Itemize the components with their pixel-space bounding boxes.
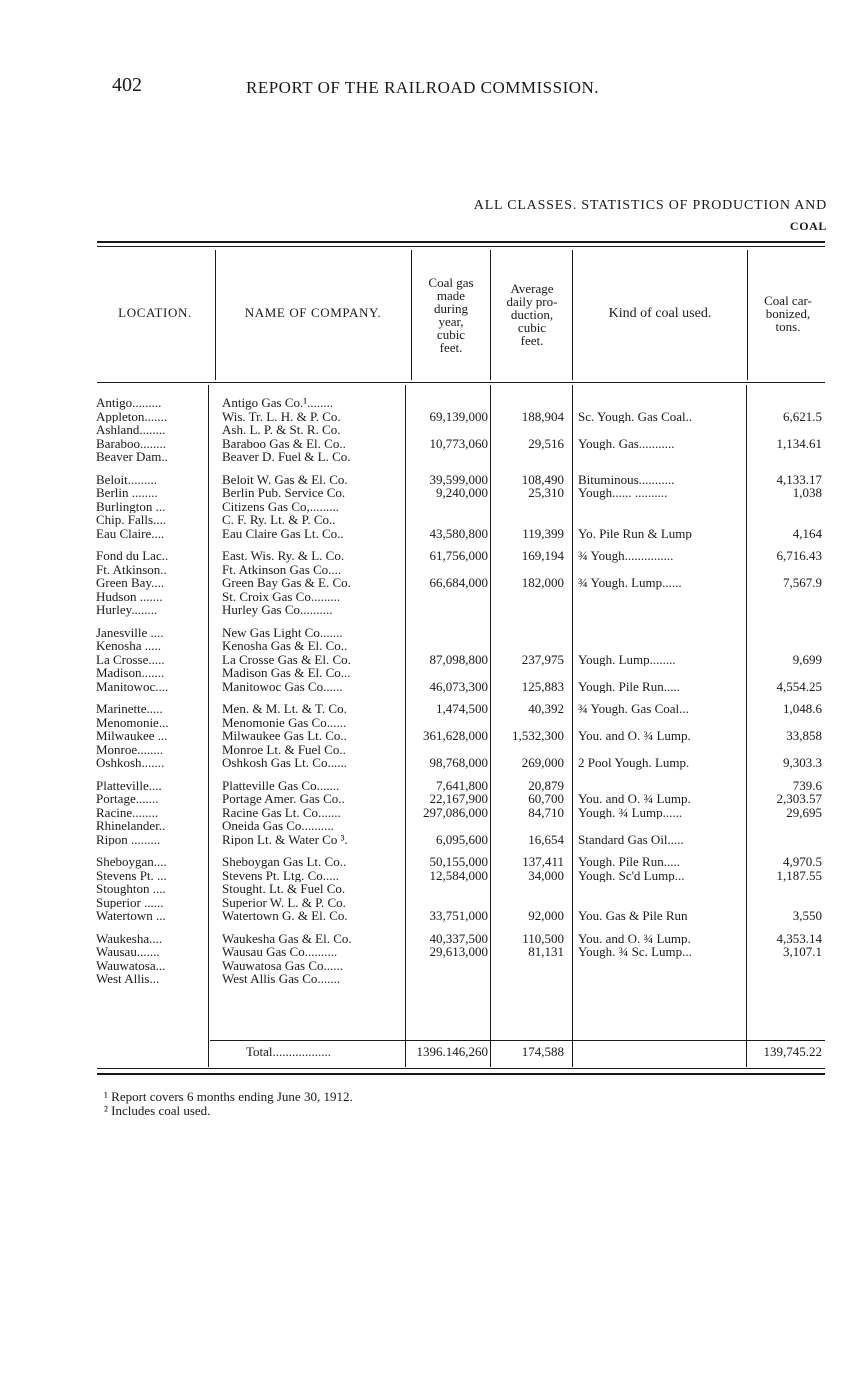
location-cell: Marinette.....: [96, 702, 163, 716]
tons-cell: 1,038: [792, 486, 822, 500]
table-row: [0, 896, 867, 910]
header-avg-daily: Average daily pro- duction, cubic feet.: [506, 281, 558, 348]
header-gas-made: Coal gas made during year, cubic feet.: [428, 275, 474, 355]
header-location: LOCATION.: [118, 305, 192, 320]
table-row: [0, 590, 867, 604]
table-row: [0, 680, 867, 694]
gas-made-cell: 69,139,000: [429, 409, 488, 423]
avg-daily-cell: 125,883: [521, 679, 564, 693]
table-row: [0, 833, 867, 847]
table-row: [0, 486, 867, 500]
gas-made-cell: 98,768,000: [429, 756, 488, 770]
column-divider: [747, 250, 748, 380]
coal-kind-cell: Yough. Gas...........: [578, 436, 675, 450]
avg-daily-cell: 110,500: [522, 931, 564, 945]
avg-daily-cell: 108,490: [521, 472, 564, 486]
avg-daily-cell: 34,000: [528, 868, 564, 882]
top-double-rule-1: [97, 241, 825, 243]
page-number: 402: [112, 74, 142, 96]
table-row: [0, 792, 867, 806]
tons-cell: 7,567.9: [783, 576, 822, 590]
location-cell: Racine........: [96, 805, 159, 819]
tons-cell: 4,970.5: [783, 855, 822, 869]
location-cell: Rhinelander..: [96, 819, 166, 833]
total-avg-daily: 174,588: [521, 1044, 564, 1059]
location-cell: Oshkosh.......: [96, 756, 165, 770]
total-top-rule: [210, 1040, 825, 1041]
tons-cell: 1,134.61: [776, 436, 822, 450]
location-cell: Manitowoc....: [96, 679, 169, 693]
table-row: [0, 666, 867, 680]
company-cell: Ft. Atkinson Gas Co....: [222, 562, 342, 576]
column-divider: [572, 250, 573, 380]
table-row: [0, 626, 867, 640]
location-cell: Watertown ...: [96, 909, 166, 923]
location-cell: Antigo.........: [96, 396, 162, 410]
location-cell: Baraboo........: [96, 436, 167, 450]
coal-kind-cell: Sc. Yough. Gas Coal..: [578, 409, 693, 423]
location-cell: Wausau.......: [96, 945, 160, 959]
location-cell: Burlington ...: [96, 499, 166, 513]
table-row: [0, 909, 867, 923]
header-kind: Kind of coal used.: [608, 306, 712, 321]
table-row: [0, 549, 867, 563]
company-cell: Stought. Lt. & Fuel Co.: [222, 882, 346, 896]
company-cell: C. F. Ry. Lt. & P. Co..: [222, 513, 336, 527]
location-cell: Menomonie...: [96, 715, 169, 729]
location-cell: Janesville ....: [96, 625, 164, 639]
tons-cell: 2,303.57: [776, 792, 822, 806]
location-cell: Stoughton ....: [96, 882, 166, 896]
company-cell: Berlin Pub. Service Co.: [222, 486, 346, 500]
table-row: [0, 756, 867, 770]
avg-daily-cell: 237,975: [521, 652, 564, 666]
table-group: [0, 473, 867, 541]
tons-cell: 3,107.1: [783, 945, 822, 959]
company-cell: Oshkosh Gas Lt. Co......: [222, 756, 347, 770]
company-cell: Antigo Gas Co.¹........: [222, 396, 334, 410]
table-row: [0, 513, 867, 527]
coal-kind-cell: You. and O. ¾ Lump.: [578, 729, 691, 743]
header-tons: Coal car- bonized, tons.: [764, 293, 812, 334]
gas-made-cell: 1,474,500: [436, 702, 488, 716]
company-cell: Men. & M. Lt. & T. Co.: [222, 702, 347, 716]
header-bottom-rule: [97, 382, 825, 383]
company-cell: Superior W. L. & P. Co.: [222, 895, 346, 909]
gas-made-cell: 46,073,300: [429, 679, 488, 693]
location-cell: Green Bay....: [96, 576, 165, 590]
table-row: [0, 972, 867, 986]
coal-kind-cell: You. and O. ¾ Lump.: [578, 931, 691, 945]
gas-made-cell: 9,240,000: [436, 486, 488, 500]
footnote: ² Includes coal used.: [104, 1103, 211, 1118]
location-cell: Platteville....: [96, 778, 162, 792]
company-cell: Watertown G. & El. Co.: [222, 909, 348, 923]
coal-kind-cell: Standard Gas Oil.....: [578, 832, 684, 846]
company-cell: Menomonie Gas Co......: [222, 715, 347, 729]
company-cell: Wis. Tr. L. H. & P. Co.: [222, 409, 341, 423]
location-cell: Madison.......: [96, 666, 165, 680]
table-row: [0, 869, 867, 883]
table-row: [0, 603, 867, 617]
company-cell: Platteville Gas Co.......: [222, 778, 340, 792]
gas-made-cell: 12,584,000: [429, 868, 488, 882]
coal-kind-cell: Yough. ¾ Lump......: [578, 805, 683, 819]
total-row: [0, 1044, 867, 1060]
gas-made-cell: 29,613,000: [429, 945, 488, 959]
company-cell: Madison Gas & El. Co...: [222, 666, 351, 680]
table-row: [0, 882, 867, 896]
company-cell: Racine Gas Lt. Co.......: [222, 805, 341, 819]
company-cell: Portage Amer. Gas Co..: [222, 792, 345, 806]
location-cell: Hurley........: [96, 603, 158, 617]
tons-cell: 4,164: [792, 526, 822, 540]
location-cell: West Allis...: [96, 972, 160, 986]
gas-made-cell: 39,599,000: [429, 472, 488, 486]
table-group: [0, 855, 867, 923]
avg-daily-cell: 20,879: [528, 778, 564, 792]
location-cell: Hudson .......: [96, 589, 163, 603]
tons-cell: 9,699: [792, 652, 822, 666]
table-group: [0, 779, 867, 847]
coal-kind-cell: 2 Pool Yough. Lump.: [578, 756, 690, 770]
table-row: [0, 716, 867, 730]
table-row: [0, 576, 867, 590]
company-cell: Eau Claire Gas Lt. Co..: [222, 526, 344, 540]
coal-kind-cell: You. and O. ¾ Lump.: [578, 792, 691, 806]
table-row: [0, 729, 867, 743]
company-cell: Oneida Gas Co..........: [222, 819, 334, 833]
gas-made-cell: 66,684,000: [429, 576, 488, 590]
company-cell: Ash. L. P. & St. R. Co.: [222, 423, 341, 437]
footnote: ¹ Report covers 6 months ending June 30, 1912.: [104, 1089, 353, 1104]
table-group: [0, 549, 867, 617]
avg-daily-cell: 137,411: [522, 855, 564, 869]
table-row: [0, 500, 867, 514]
company-cell: Wauwatosa Gas Co......: [222, 958, 343, 972]
location-cell: Eau Claire....: [96, 526, 165, 540]
avg-daily-cell: 84,710: [528, 805, 564, 819]
tons-cell: 4,133.17: [776, 472, 822, 486]
location-cell: Monroe........: [96, 742, 164, 756]
location-cell: Fond du Lac..: [96, 549, 169, 563]
gas-made-cell: 87,098,800: [429, 652, 488, 666]
tons-cell: 29,695: [786, 805, 822, 819]
location-cell: Appleton.......: [96, 409, 168, 423]
gas-made-cell: 22,167,900: [429, 792, 488, 806]
coal-kind-cell: Yo. Pile Run & Lump: [578, 526, 692, 540]
table-body: [0, 396, 867, 995]
running-head: REPORT OF THE RAILROAD COMMISSION.: [246, 78, 600, 97]
tons-cell: 33,858: [786, 729, 822, 743]
location-cell: Portage.......: [96, 792, 159, 806]
coal-kind-cell: Yough. ¾ Sc. Lump...: [578, 945, 692, 959]
table-row: [0, 396, 867, 410]
tons-cell: 6,621.5: [783, 409, 822, 423]
table-subtitle: COAL: [789, 219, 827, 233]
company-cell: Ripon Lt. & Water Co ³.: [222, 832, 348, 846]
coal-kind-cell: Yough. Pile Run.....: [578, 679, 680, 693]
table-row: [0, 563, 867, 577]
footnotes: [104, 1090, 353, 1118]
location-cell: Berlin ........: [96, 486, 158, 500]
table-row: [0, 779, 867, 793]
location-cell: Milwaukee ...: [96, 729, 168, 743]
gas-made-cell: 43,580,800: [429, 526, 488, 540]
location-cell: La Crosse.....: [96, 652, 165, 666]
company-cell: Kenosha Gas & El. Co..: [222, 639, 348, 653]
table-row: [0, 473, 867, 487]
avg-daily-cell: 269,000: [521, 756, 564, 770]
location-cell: Ripon .........: [96, 832, 161, 846]
bottom-double-rule-2: [97, 1073, 825, 1075]
company-cell: Wausau Gas Co..........: [222, 945, 338, 959]
location-cell: Sheboygan....: [96, 855, 167, 869]
tons-cell: 1,187.55: [776, 868, 822, 882]
avg-daily-cell: 169,194: [521, 549, 564, 563]
company-cell: Monroe Lt. & Fuel Co..: [222, 742, 346, 756]
tons-cell: 4,554.25: [776, 679, 822, 693]
column-divider: [411, 250, 412, 380]
company-cell: West Allis Gas Co.......: [222, 972, 341, 986]
tons-cell: 4,353.14: [776, 931, 822, 945]
table-row: [0, 932, 867, 946]
avg-daily-cell: 1,532,300: [512, 729, 564, 743]
location-cell: Wauwatosa...: [96, 958, 166, 972]
column-divider: [215, 250, 216, 380]
gas-made-cell: 50,155,000: [429, 855, 488, 869]
avg-daily-cell: 182,000: [521, 576, 564, 590]
avg-daily-cell: 25,310: [528, 486, 564, 500]
table-group: [0, 626, 867, 694]
table-row: [0, 806, 867, 820]
coal-kind-cell: Yough. Sc'd Lump...: [578, 868, 685, 882]
total-gas-made: 1396.146,260: [416, 1044, 488, 1059]
company-cell: Beloit W. Gas & El. Co.: [222, 472, 348, 486]
avg-daily-cell: 40,392: [528, 702, 564, 716]
table-row: [0, 945, 867, 959]
avg-daily-cell: 16,654: [528, 832, 564, 846]
tons-cell: 6,716.43: [776, 549, 822, 563]
gas-made-cell: 40,337,500: [429, 931, 488, 945]
location-cell: Waukesha....: [96, 931, 163, 945]
coal-kind-cell: ¾ Yough. Lump......: [578, 576, 682, 590]
company-cell: Beaver D. Fuel & L. Co.: [222, 450, 351, 464]
tons-cell: 3,550: [792, 909, 822, 923]
tons-cell: 9,303.3: [783, 756, 822, 770]
coal-kind-cell: ¾ Yough...............: [578, 549, 674, 563]
table-row: [0, 410, 867, 424]
company-cell: Waukesha Gas & El. Co.: [222, 931, 352, 945]
total-label: Total..................: [246, 1044, 332, 1059]
company-cell: St. Croix Gas Co.........: [222, 589, 341, 603]
gas-made-cell: 10,773,060: [429, 436, 488, 450]
table-row: [0, 702, 867, 716]
table-title: ALL CLASSES. STATISTICS OF PRODUCTION AND: [473, 198, 827, 213]
coal-kind-cell: ¾ Yough. Gas Coal...: [578, 702, 689, 716]
company-cell: La Crosse Gas & El. Co.: [222, 652, 351, 666]
company-cell: Stevens Pt. Ltg. Co.....: [222, 868, 340, 882]
company-cell: East. Wis. Ry. & L. Co.: [222, 549, 345, 563]
gas-made-cell: 33,751,000: [429, 909, 488, 923]
table-row: [0, 437, 867, 451]
table-row: [0, 959, 867, 973]
total-tons: 139,745.22: [763, 1044, 822, 1059]
avg-daily-cell: 188,904: [521, 409, 564, 423]
table-group: [0, 702, 867, 770]
table-group: [0, 396, 867, 464]
column-divider: [490, 250, 491, 380]
table-row: [0, 819, 867, 833]
table-row: [0, 743, 867, 757]
table-group: [0, 932, 867, 986]
table-row: [0, 855, 867, 869]
location-cell: Ft. Atkinson..: [96, 562, 167, 576]
gas-made-cell: 6,095,600: [436, 832, 488, 846]
avg-daily-cell: 81,131: [528, 945, 564, 959]
avg-daily-cell: 119,399: [522, 526, 564, 540]
top-double-rule-2: [97, 246, 825, 247]
location-cell: Beaver Dam..: [96, 450, 168, 464]
table-row: [0, 450, 867, 464]
company-cell: Citizens Gas Co,.........: [222, 499, 339, 513]
header-company: NAME OF COMPANY.: [244, 305, 382, 320]
gas-made-cell: 361,628,000: [423, 729, 488, 743]
location-cell: Stevens Pt. ...: [96, 868, 167, 882]
bottom-double-rule-1: [97, 1068, 825, 1069]
table-row: [0, 527, 867, 541]
company-cell: Baraboo Gas & El. Co..: [222, 436, 346, 450]
table-row: [0, 639, 867, 653]
coal-kind-cell: Yough...... ..........: [578, 486, 668, 500]
location-cell: Ashland........: [96, 423, 166, 437]
table-row: [0, 653, 867, 667]
company-cell: Manitowoc Gas Co......: [222, 679, 343, 693]
company-cell: Milwaukee Gas Lt. Co..: [222, 729, 347, 743]
coal-kind-cell: Yough. Lump........: [578, 652, 676, 666]
avg-daily-cell: 29,516: [528, 436, 564, 450]
gas-made-cell: 297,086,000: [423, 805, 488, 819]
gas-made-cell: 61,756,000: [429, 549, 488, 563]
location-cell: Superior ......: [96, 895, 164, 909]
company-cell: Hurley Gas Co..........: [222, 603, 333, 617]
coal-kind-cell: Bituminous...........: [578, 472, 675, 486]
coal-kind-cell: Yough. Pile Run.....: [578, 855, 680, 869]
location-cell: Beloit.........: [96, 472, 158, 486]
table-row: [0, 423, 867, 437]
avg-daily-cell: 92,000: [528, 909, 564, 923]
location-cell: Chip. Falls....: [96, 513, 167, 527]
company-cell: Green Bay Gas & E. Co.: [222, 576, 351, 590]
tons-cell: 739.6: [792, 778, 822, 792]
tons-cell: 1,048.6: [783, 702, 822, 716]
gas-made-cell: 7,641,800: [436, 778, 488, 792]
company-cell: Sheboygan Gas Lt. Co..: [222, 855, 347, 869]
avg-daily-cell: 60,700: [528, 792, 564, 806]
location-cell: Kenosha .....: [96, 639, 161, 653]
company-cell: New Gas Light Co.......: [222, 625, 343, 639]
coal-kind-cell: You. Gas & Pile Run: [578, 909, 688, 923]
